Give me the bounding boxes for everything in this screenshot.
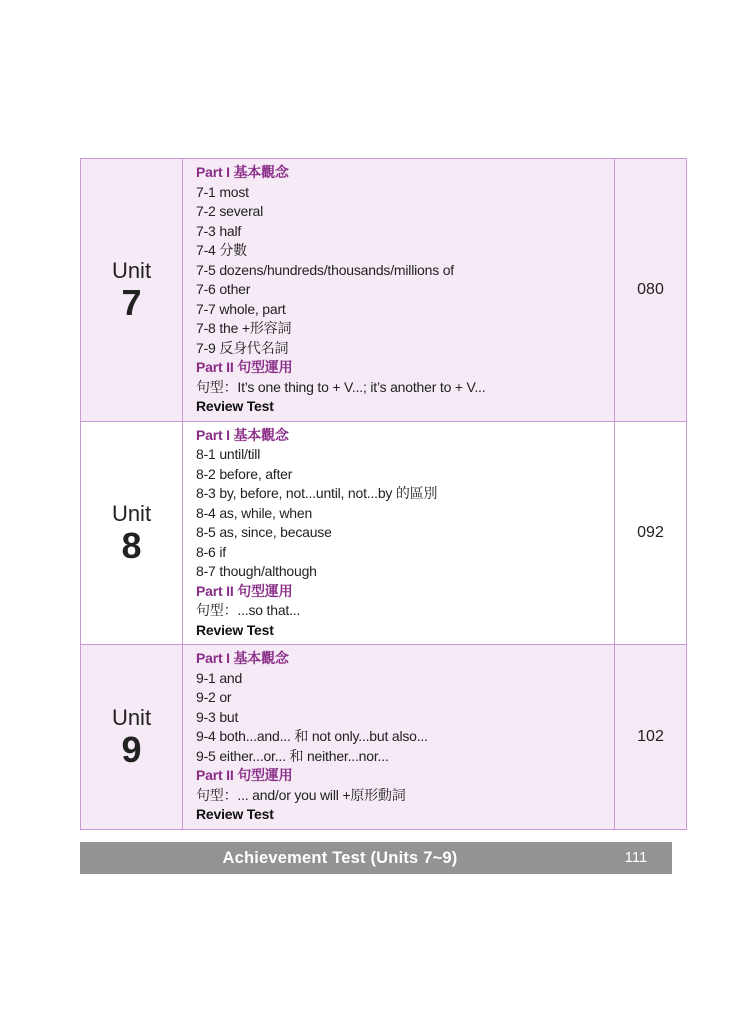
part-heading: Part I 基本觀念	[196, 164, 289, 180]
unit-contents	[183, 159, 615, 422]
part-heading: Part I 基本觀念	[196, 426, 289, 443]
topic-item: 7-7 whole, part	[196, 300, 286, 317]
sentence-pattern: 句型：...so that...	[196, 602, 301, 618]
topic-item: 8-3 by, before, not...until, not...by 的區別	[196, 485, 438, 501]
unit-number: 9	[121, 728, 142, 770]
unit-contents	[183, 645, 615, 830]
part-heading: Part I 基本觀念	[196, 650, 289, 666]
part-heading: Part II 句型運用	[196, 582, 293, 599]
topic-item: 8-4 as, while, when	[196, 504, 313, 521]
topic-item: 8-2 before, after	[196, 465, 293, 482]
topic-item: 8-5 as, since, because	[196, 524, 332, 540]
page-number: 092	[615, 421, 687, 645]
review-test: Review Test	[196, 621, 274, 638]
unit-label: Unit	[111, 257, 152, 283]
topic-item: 7-4 分數	[196, 242, 247, 258]
topic-item: 9-5 either...or... 和 neither...nor...	[196, 747, 389, 764]
topic-item: 7-2 several	[196, 203, 264, 219]
unit-row	[81, 645, 687, 830]
achievement-test-title: Achievement Test (Units 7~9)	[222, 849, 458, 867]
unit-row	[81, 159, 687, 422]
achievement-test-bar	[80, 842, 672, 874]
sentence-pattern: 句型：It’s one thing to + V...; it’s another to + V...	[196, 378, 486, 395]
unit-label: Unit	[111, 500, 152, 526]
part-heading: Part II 句型運用	[196, 359, 293, 375]
unit-contents	[183, 421, 615, 645]
unit-row	[81, 421, 687, 645]
page-number: 080	[615, 159, 687, 422]
page-number: 102	[615, 645, 687, 830]
unit-cell	[81, 159, 183, 422]
topic-item: 9-4 both...and... 和 not only...but also...	[196, 728, 428, 744]
topic-item: 7-6 other	[196, 281, 251, 297]
sentence-pattern: 句型：... and/or you will +原形動詞	[196, 786, 406, 803]
unit-number: 8	[121, 524, 142, 566]
unit-cell	[81, 645, 183, 830]
achievement-test-page: 111	[624, 849, 648, 866]
topic-item: 9-3 but	[196, 708, 239, 725]
part-heading: Part II 句型運用	[196, 767, 293, 783]
review-test: Review Test	[196, 398, 274, 414]
topic-item: 8-1 until/till	[196, 446, 261, 462]
topic-item: 8-6 if	[196, 543, 226, 560]
topic-item: 8-7 though/although	[196, 563, 317, 579]
topic-item: 7-8 the +形容詞	[196, 320, 292, 336]
unit-cell	[81, 421, 183, 645]
unit-label: Unit	[111, 704, 152, 730]
topic-item: 9-1 and	[196, 669, 243, 686]
review-test: Review Test	[196, 806, 274, 822]
topic-item: 7-3 half	[196, 222, 242, 239]
table-of-contents	[80, 158, 687, 830]
topic-item: 7-1 most	[196, 183, 249, 200]
topic-item: 7-5 dozens/hundreds/thousands/millions of	[196, 261, 454, 278]
topic-item: 7-9 反身代名詞	[196, 339, 289, 356]
unit-number: 7	[121, 281, 142, 323]
topic-item: 9-2 or	[196, 689, 232, 705]
